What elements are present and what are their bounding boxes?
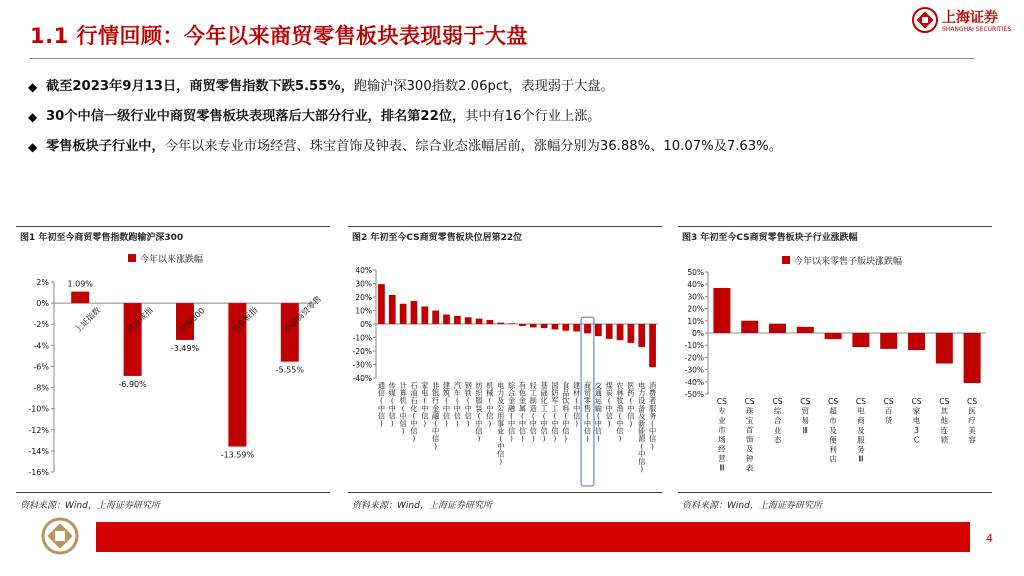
diamond-bullet-icon: ◆ bbox=[28, 140, 38, 154]
bar bbox=[465, 317, 472, 324]
y-tick-label: -8% bbox=[33, 383, 49, 393]
y-tick-label: 20% bbox=[355, 293, 372, 302]
legend-label: 今年以来涨跌幅 bbox=[140, 255, 204, 265]
category-label: CS 百货 bbox=[883, 397, 894, 426]
chart-1 bbox=[16, 242, 330, 490]
y-tick-label: -40% bbox=[352, 374, 372, 383]
bullet-text: 今年以来专业市场经营、珠宝首饰及钟表、综合业态涨幅居前，涨幅分别为36.88%、10.07%及7.63%。 bbox=[164, 139, 782, 154]
chart-2-title: 图2 年初至今CS商贸零售板块位居第22位 bbox=[352, 233, 523, 243]
y-tick-label: -30% bbox=[352, 360, 372, 370]
category-label: 国防军工(中信) bbox=[551, 381, 559, 444]
category-label: CS 医疗美容 bbox=[967, 397, 978, 445]
category-label: 建材(中信) bbox=[573, 381, 581, 428]
bar bbox=[617, 324, 624, 340]
bar bbox=[400, 304, 407, 324]
y-tick-label: 20% bbox=[687, 304, 704, 314]
panel-top-rule bbox=[348, 226, 662, 227]
category-label: 有色金属(中信) bbox=[518, 381, 527, 444]
bar bbox=[595, 324, 602, 336]
panel-top-rule bbox=[16, 226, 330, 227]
category-label: 农林牧渔(中信) bbox=[616, 381, 624, 444]
category-label: 建筑(中信) bbox=[442, 381, 451, 428]
chart-panel-3 bbox=[678, 226, 992, 518]
category-label: 轻工制造(中信) bbox=[529, 381, 537, 444]
category-label: 计算机(中信) bbox=[399, 381, 407, 436]
chart-1-title: 图1 年初至今商贸零售指数跑输沪深300 bbox=[20, 233, 184, 243]
category-label: 电力设备及新能源(中信) bbox=[638, 381, 646, 474]
legend-swatch bbox=[782, 256, 790, 264]
category-label: 石油石化(中信) bbox=[410, 381, 418, 444]
bar bbox=[606, 324, 613, 339]
y-tick-label: 0% bbox=[692, 329, 704, 338]
y-tick-label: 30% bbox=[687, 292, 704, 302]
category-label: 综合金融(中信) bbox=[507, 381, 516, 444]
category-label: CS 贸易 Ⅲ bbox=[800, 397, 811, 435]
bar bbox=[880, 333, 897, 349]
bar bbox=[769, 324, 786, 333]
category-label: 食品饮料(中信) bbox=[562, 381, 570, 444]
bar bbox=[389, 295, 396, 324]
y-tick-label: 2% bbox=[36, 278, 49, 287]
bar bbox=[825, 333, 842, 339]
category-label: 钢铁(中信) bbox=[464, 381, 472, 428]
bar bbox=[908, 333, 925, 350]
category-label: 基础化工(中信) bbox=[540, 381, 548, 444]
y-tick-label: 30% bbox=[355, 279, 372, 289]
chart-panel-1 bbox=[16, 226, 330, 518]
footer-logo-icon bbox=[40, 516, 80, 556]
legend-label: 今年以来零售子版块涨跌幅 bbox=[794, 257, 903, 267]
bullet-item bbox=[28, 136, 988, 158]
category-label: 沪深300 bbox=[178, 306, 207, 335]
bar bbox=[497, 323, 504, 324]
y-tick-label: -10% bbox=[684, 341, 704, 351]
category-label: 通信(中信) bbox=[377, 381, 386, 428]
bar bbox=[443, 315, 450, 324]
category-label: 交通运输(中信) bbox=[594, 381, 602, 444]
category-label: 纺织服装(中信) bbox=[475, 381, 483, 444]
category-label: 传媒(中信) bbox=[388, 381, 396, 428]
bullet-bold-text: 截至2023年9月13日，商贸零售指数下跌5.55%， bbox=[46, 79, 354, 94]
bar bbox=[508, 323, 515, 324]
data-label: -6.90% bbox=[118, 379, 147, 389]
bar bbox=[852, 333, 869, 347]
chart-2 bbox=[348, 242, 662, 490]
bullet-text: 跑输沪深300指数2.06pct，表现弱于大盘。 bbox=[353, 79, 614, 94]
bar bbox=[421, 306, 428, 324]
chart-3-source: 资料来源：Wind，上海证券研究所 bbox=[682, 501, 822, 511]
bullet-text: 其中有16个行业上涨。 bbox=[465, 109, 601, 124]
chart-1-source: 资料来源：Wind，上海证券研究所 bbox=[20, 501, 160, 511]
bar bbox=[936, 333, 953, 364]
y-tick-label: -14% bbox=[28, 446, 49, 456]
bar bbox=[71, 292, 89, 304]
category-label: CS 综合业态 bbox=[772, 397, 783, 445]
bullet-bold-text: 零售板块子行业中， bbox=[46, 139, 165, 154]
bar bbox=[797, 327, 814, 333]
y-tick-label: -6% bbox=[33, 362, 49, 372]
y-tick-label: -10% bbox=[352, 333, 372, 343]
category-label: 上证指数 bbox=[73, 305, 103, 335]
bar bbox=[476, 319, 483, 324]
y-tick-label: -30% bbox=[684, 365, 704, 375]
header-divider bbox=[30, 58, 974, 59]
logo-subtext: SHANGHAI SECURITIES bbox=[942, 26, 1012, 33]
panel-bottom-rule bbox=[678, 492, 992, 493]
panel-bottom-rule bbox=[16, 492, 330, 493]
category-label: CS 超市及便利店 bbox=[828, 397, 839, 464]
category-label: CS 珠宝首饰及钟表 bbox=[744, 397, 755, 473]
data-label: -5.55% bbox=[275, 365, 304, 375]
category-label: 非银行金融(中信) bbox=[432, 381, 440, 451]
y-tick-label: 10% bbox=[355, 306, 372, 316]
bullet-item bbox=[28, 76, 988, 98]
y-tick-label: -20% bbox=[684, 353, 704, 363]
data-label: -3.49% bbox=[170, 343, 200, 353]
bar bbox=[713, 288, 730, 333]
bar bbox=[454, 316, 461, 324]
y-tick-label: -12% bbox=[28, 425, 49, 435]
category-label: 电力及公用事业(中信) bbox=[497, 381, 505, 466]
y-tick-label: 0% bbox=[360, 320, 372, 329]
bar bbox=[530, 324, 537, 327]
y-tick-label: -20% bbox=[352, 347, 372, 356]
category-label: 医药(中信) bbox=[627, 381, 635, 428]
page-number: 4 bbox=[986, 532, 993, 545]
y-tick-label: -50% bbox=[684, 390, 704, 399]
brand-logo bbox=[912, 4, 1016, 40]
chart-3 bbox=[678, 242, 992, 490]
category-label: 中信商贸零售 bbox=[282, 294, 324, 335]
y-tick-label: 40% bbox=[687, 280, 704, 290]
y-tick-label: 0% bbox=[36, 299, 49, 309]
category-label: 消费者服务(中信) bbox=[648, 381, 657, 451]
bar bbox=[584, 324, 591, 333]
y-tick-label: 40% bbox=[355, 266, 372, 275]
y-tick-label: -4% bbox=[33, 341, 49, 351]
bar bbox=[519, 324, 526, 326]
category-label: CS 专业市场经营 Ⅲ bbox=[716, 397, 727, 473]
summary-bullets bbox=[28, 76, 988, 166]
category-label: 深证成指 bbox=[125, 305, 155, 335]
category-label: CS 其他连锁 bbox=[939, 397, 950, 445]
diamond-bullet-icon: ◆ bbox=[28, 110, 38, 124]
y-tick-label: -2% bbox=[33, 320, 49, 330]
bar bbox=[541, 324, 548, 328]
category-label: 煤炭(中信) bbox=[605, 381, 613, 428]
category-label: 商贸零售(中信) bbox=[583, 381, 592, 444]
bar bbox=[573, 324, 580, 331]
bar bbox=[628, 324, 635, 343]
y-tick-label: 10% bbox=[687, 316, 704, 326]
panel-top-rule bbox=[678, 226, 992, 227]
chart-panel-2 bbox=[348, 226, 662, 518]
logo-mark-icon bbox=[912, 7, 938, 33]
bar bbox=[432, 311, 439, 325]
bar bbox=[562, 324, 569, 331]
y-tick-label: 50% bbox=[687, 268, 704, 277]
bar bbox=[552, 324, 559, 329]
panel-bottom-rule bbox=[348, 492, 662, 493]
logo-text: 上海证券 bbox=[942, 10, 998, 26]
category-label: 家电(中信) bbox=[421, 381, 429, 428]
data-label: -13.59% bbox=[220, 450, 255, 460]
category-label: CS 电商及服务 Ⅲ bbox=[855, 397, 866, 464]
y-tick-label: -10% bbox=[28, 404, 49, 414]
bar bbox=[378, 284, 385, 324]
bar bbox=[741, 321, 758, 333]
category-label: CS 家电 3 C bbox=[911, 397, 922, 445]
category-label: 机械(中信) bbox=[486, 381, 494, 428]
data-label: 1.09% bbox=[67, 279, 93, 289]
y-tick-label: -16% bbox=[28, 468, 49, 477]
chart-2-source: 资料来源：Wind，上海证券研究所 bbox=[352, 501, 492, 511]
page-title: 1.1 行情回顾：今年以来商贸零售板块表现弱于大盘 bbox=[30, 24, 529, 48]
chart-3-title: 图3 年初至今CS商贸零售板块子行业涨跌幅 bbox=[682, 233, 858, 243]
bar bbox=[411, 301, 418, 324]
diamond-bullet-icon: ◆ bbox=[28, 80, 38, 94]
footer-bar bbox=[96, 522, 970, 552]
bar bbox=[649, 324, 656, 367]
legend-swatch bbox=[128, 254, 136, 262]
bullet-item bbox=[28, 106, 988, 128]
category-label: 创业板指 bbox=[230, 305, 260, 335]
bar bbox=[964, 333, 981, 383]
bar bbox=[638, 324, 645, 347]
bar bbox=[487, 320, 494, 324]
category-label: 汽车(中信) bbox=[453, 381, 461, 428]
y-tick-label: -40% bbox=[684, 377, 704, 387]
bullet-bold-text: 30个中信一级行业中商贸零售板块表现落后大部分行业，排名第22位， bbox=[46, 109, 466, 124]
